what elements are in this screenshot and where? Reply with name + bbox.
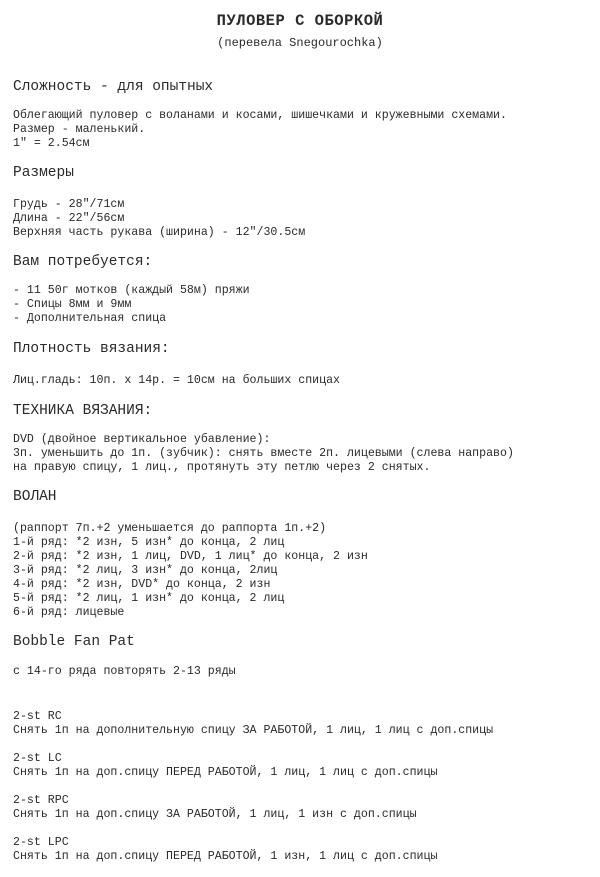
sizes-line: Длина - 22"/56см bbox=[13, 212, 125, 225]
volan-row-5: 5-й ряд: *2 лиц, 1 изн* до конца, 2 лиц bbox=[13, 592, 285, 605]
difficulty-line: Облегающий пуловер с воланами и косами, шишечками и кружевными схемами. bbox=[13, 109, 507, 122]
document-title: ПУЛОВЕР С ОБОРКОЙ bbox=[216, 12, 384, 30]
volan-row-2: 2-й ряд: *2 изн, 1 лиц, DVD, 1 лиц* до конца, 2 изн bbox=[13, 550, 368, 563]
bobble-line: с 14-го ряда повторять 2-13 ряды bbox=[13, 665, 236, 678]
cable-name: 2-st RC bbox=[13, 710, 62, 723]
cable-text: Снять 1п на доп.спицу ПЕРЕД РАБОТОЙ, 1 лиц, 1 лиц с доп.спицы bbox=[13, 766, 438, 779]
sizes-line: Грудь - 28"/71см bbox=[13, 198, 125, 211]
difficulty-heading: Сложность - для опытных bbox=[13, 79, 214, 95]
difficulty-line: 1" = 2.54см bbox=[13, 137, 90, 150]
technique-line: на правую спицу, 1 лиц., протянуть эту петлю через 2 снятых. bbox=[13, 461, 431, 474]
bobble-heading: Bobble Fan Pat bbox=[13, 634, 135, 650]
cable-name: 2-st LPC bbox=[13, 836, 69, 849]
cable-text: Снять 1п на доп.спицу ПЕРЕД РАБОТОЙ, 1 изн, 1 лиц с доп.спицы bbox=[13, 850, 438, 863]
technique-line: 3п. уменьшить до 1п. (зубчик): снять вместе 2п. лицевыми (слева направо) bbox=[13, 447, 514, 460]
sizes-line: Верхняя часть рукава (ширина) - 12"/30.5см bbox=[13, 226, 306, 239]
technique-heading: ТЕХНИКА ВЯЗАНИЯ: bbox=[13, 403, 153, 419]
materials-line: - Дополнительная спица bbox=[13, 312, 167, 325]
volan-row-3: 3-й ряд: *2 лиц, 3 изн* до конца, 2лиц bbox=[13, 564, 278, 577]
materials-line: - 11 50г мотков (каждый 58м) пряжи bbox=[13, 284, 250, 297]
gauge-heading: Плотность вязания: bbox=[13, 341, 170, 357]
document-subtitle: (перевела Snegourochka) bbox=[217, 36, 383, 50]
technique-line: DVD (двойное вертикальное убавление): bbox=[13, 433, 271, 446]
volan-row-4: 4-й ряд: *2 изн, DVD* до конца, 2 изн bbox=[13, 578, 271, 591]
cable-name: 2-st RPC bbox=[13, 794, 69, 807]
cable-name: 2-st LC bbox=[13, 752, 62, 765]
materials-heading: Вам потребуется: bbox=[13, 254, 153, 270]
volan-row-6: 6-й ряд: лицевые bbox=[13, 606, 125, 619]
gauge-line: Лиц.гладь: 10п. х 14р. = 10см на больших спицах bbox=[13, 374, 340, 387]
volan-line: (раппорт 7п.+2 уменьшается до раппорта 1п.+2) bbox=[13, 522, 327, 535]
cable-text: Снять 1п на дополнительную спицу ЗА РАБОТОЙ, 1 лиц, 1 лиц с доп.спицы bbox=[13, 724, 494, 737]
volan-heading: ВОЛАН bbox=[13, 489, 57, 505]
materials-line: - Спицы 8мм и 9мм bbox=[13, 298, 132, 311]
cable-text: Снять 1п на доп.спицу ЗА РАБОТОЙ, 1 лиц, 1 изн с доп.спицы bbox=[13, 808, 417, 821]
volan-row-1: 1-й ряд: *2 изн, 5 изн* до конца, 2 лиц bbox=[13, 536, 285, 549]
sizes-heading: Размеры bbox=[13, 165, 74, 181]
difficulty-line: Размер - маленький. bbox=[13, 123, 146, 136]
